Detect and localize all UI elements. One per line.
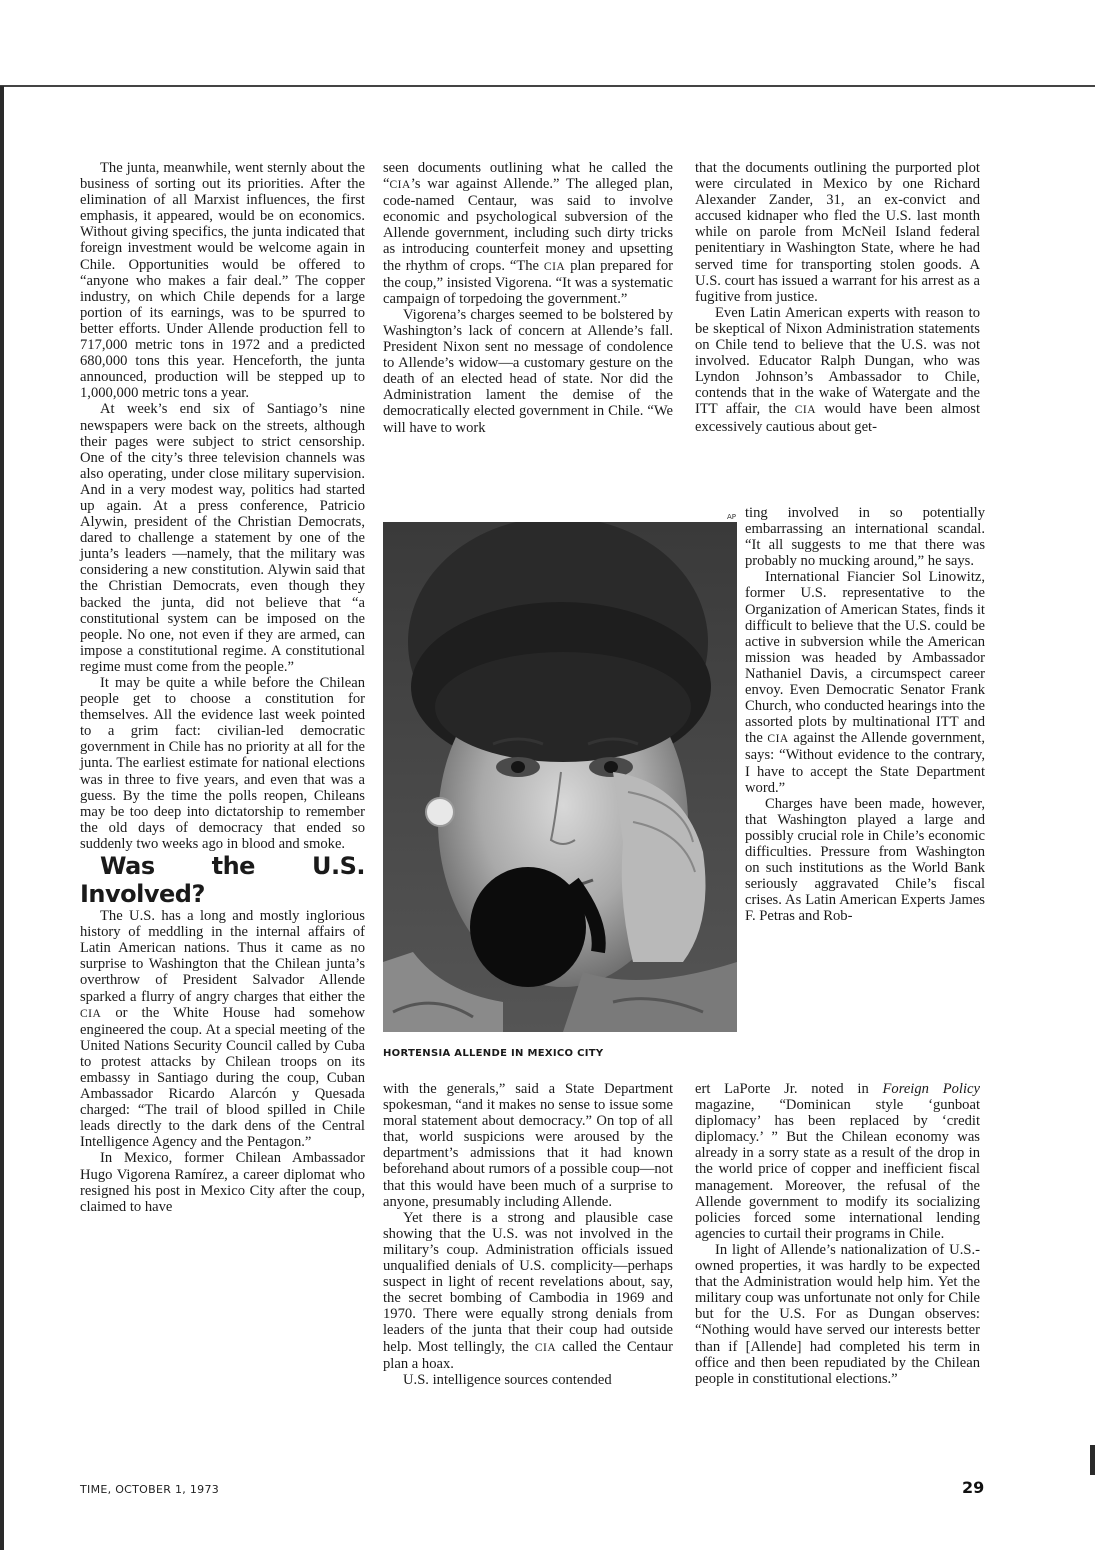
paragraph: Charges have been made, however, that Washington played a large and possibly crucial role in Chile’s economic difficulties. Pressure from Washington on such institutions as the World Bank seriously aggravated Chile’s fiscal crises. As Latin American Experts James F. Petras and Rob- [745, 795, 985, 925]
page-edge-mark [1090, 1445, 1095, 1475]
paragraph: U.S. intelligence sources contended [403, 1371, 612, 1388]
photo-hortensia-allende [383, 522, 737, 1032]
column-3-wrap [745, 505, 985, 924]
paragraph: The U.S. has a long and mostly inglorious history of meddling in the internal affairs of Latin American nations. Thus it came as no surprise to Washington that the Chilean junta’s overthrow of President Salvador Allende sparked a flurry of angry charges that either the CIA or the White House had somehow engineered the coup. At a special meeting of the United Nations Security Council called by Cuba to protest attacks by Chilean troops on its embassy in Santiago during the coup, Cuban Ambassador Ricardo Alarcón y Quesada charged: “The trail of blood spilled in Chile leads directly to the dark dens of the Central Intelligence Agency and the Pentagon.” [80, 908, 365, 1151]
section-headline: Was the U.S. Involved? [80, 852, 365, 909]
paragraph: ert LaPorte Jr. noted in Foreign Policy magazine, “Dominican style ‘gunboat diplomacy’ has been replaced by ‘credit diplomacy.’ ” But the Chilean economy was already in a sorry state as a result of the drop in the world price of copper and inefficient fiscal management. Moreover, the refusal of the Allende government to modify its socializing policies forced some international lending agencies to curtail their programs in Chile. [695, 1081, 980, 1242]
page-edge-shadow [0, 86, 4, 1550]
paragraph: It may be quite a while before the Chilean people get to choose a constitution for themselves. All the evidence last week pointed to a grim fact: civilian-led democratic government in Chile has no priority at all for the junta. The earliest estimate for national elections was in three to five years, and even that was a guess. By the time the polls reopen, Chileans may be too deep into dictatorship to remember the old days of democracy that ended so suddenly two weeks ago in blood and smoke. [80, 675, 365, 852]
column-3 [695, 160, 980, 435]
paragraph: Even Latin American experts with reason to be skeptical of Nixon Administration statements on Chile tend to believe that the U.S. was not involved. Educator Ralph Dungan, who was Lyndon Johnson’s Ambassador to Chile, contends that in the wake of Watergate and the ITT affair, the CIA would have been almost excessively cautious about get- [695, 304, 980, 435]
column-2 [383, 160, 673, 436]
paragraph: The junta, meanwhile, went sternly about the business of sorting out its priorities. After the elimination of all Marxist influences, the first emphasis, it appeared, would be on economics. Without giving specifics, the junta indicated that foreign investment would be welcome again in Chile. Opportunities would be offered to “anyone who makes a fair deal.” The copper industry, on which Chile depends for a large portion of its earnings, was to be spurred to better efforts. Under Allende production fell to 717,000 metric tons in 1972 and a predicted 680,000 tons this year. Henceforth, the junta announced, production will be stepped up to 1,000,000 metric tons a year. [80, 160, 365, 402]
column-1 [80, 160, 365, 1215]
photo-credit: AP [727, 513, 737, 521]
column-2-continued [383, 1081, 673, 1388]
portrait-illustration [383, 522, 737, 1032]
paragraph: Yet there is a strong and plausible case showing that the U.S. was not involved in the military’s coup. Administration officials issued unqualified denials of U.S. complicity—perhaps suspect in light of recent revelations about, say, the secret bombing of Cambodia in 1969 and 1970. There were equally strong denials from leaders of the junta that their coup had outside help. Most tellingly, the CIA called the Centaur plan a hoax. [383, 1209, 674, 1372]
paragraph: Vigorena’s charges seemed to be bolstered by Washington’s lack of concern at Allende’s fall. President Nixon sent no message of condolence to Allende’s widow—a customary gesture on the death of an elected head of state. Nor did the Administration lament the demise of the democratically elected government in Chile. “We will have to work [383, 306, 673, 436]
paragraph: that the documents outlining the purported plot were circulated in Mexico by one Richard Alexander Zander, 31, an ex-convict and accused kidnaper who fled the U.S. last month while on parole from McNeil Island federal penitentiary in Washington State, where he had served time for transporting stolen goods. A U.S. court has issued a warrant for his arrest as a fugitive from justice. [695, 160, 980, 305]
paragraph: ting involved in so potentially embarrassing an international scandal. “It all suggests to me that there was probably no mucking around,” he says. [745, 505, 985, 570]
paragraph: In light of Allende’s nationalization of U.S.-owned properties, it was hardly to be expected that the Administration would help him. Yet the military coup was unfortunate not only for Chile but for the U.S. For as Dungan observes: “Nothing would have served our interests better than if [Allende] had completed his term in office and then been repudiated by the Chilean people in constitutional elections.” [695, 1241, 980, 1387]
issue-date-footer: TIME, OCTOBER 1, 1973 [80, 1483, 220, 1496]
paragraph: International Fiancier Sol Linowitz, former U.S. representative to the Organization of American States, finds it difficult to believe that the U.S. could be active in subversion while the American mission was headed by Ambassador Nathaniel Davis, a circumspect career envoy. Even Democratic Senator Frank Church, who conducted hearings into the assorted plots by multinational ITT and the CIA against the Allende government, says: “Without evidence to the contrary, I have to accept the State Department word.” [745, 569, 985, 796]
paragraph: seen documents outlining what he called the “CIA’s war against Allende.” The alleged plan, code-named Centaur, was said to involve economic and psychological subversion of the Allende government, including such dirty tricks as introducing counterfeit money and upsetting the rhythm of crops. “The CIA plan prepared for the coup,” insisted Vigorena. “It was a systematic campaign of torpedoing the government.” [383, 160, 673, 307]
paragraph: In Mexico, former Chilean Ambassador Hugo Vigorena Ramírez, a career diplomat who resigned his post in Mexico City after the coup, claimed to have [80, 1150, 365, 1215]
photo-caption: HORTENSIA ALLENDE IN MEXICO CITY [383, 1048, 604, 1059]
page-number: 29 [962, 1478, 985, 1497]
paragraph: At week’s end six of Santiago’s nine newspapers were back on the streets, although their pages were subject to strict censorship. One of the city’s three television channels was also operating, under close military supervision. And in a very modest way, politics had started up again. At a press conference, Patricio Alywin, president of the Christian Democrats, dared to challenge a statement by one of the junta’s leaders —namely, that the military was considering a new constitution. Alywin said that the Christian Democrats, even though they backed the junta, did not believe that “a constitutional system can be imposed on the people. No one, not even if they are armed, can impose a constitutional regime. A constitutional regime must come from the people.” [80, 401, 365, 675]
paragraph: with the generals,” said a State Department spokesman, “and it makes no sense to issue some moral statement about democracy.” On top of all that, world suspicions were aroused by the department’s admissions that it had known beforehand about rumors of a possible coup—not that this would have been much of a surprise to anyone, presumably including Allende. [383, 1081, 673, 1210]
top-rule [0, 85, 1095, 87]
column-3-continued [695, 1081, 980, 1387]
